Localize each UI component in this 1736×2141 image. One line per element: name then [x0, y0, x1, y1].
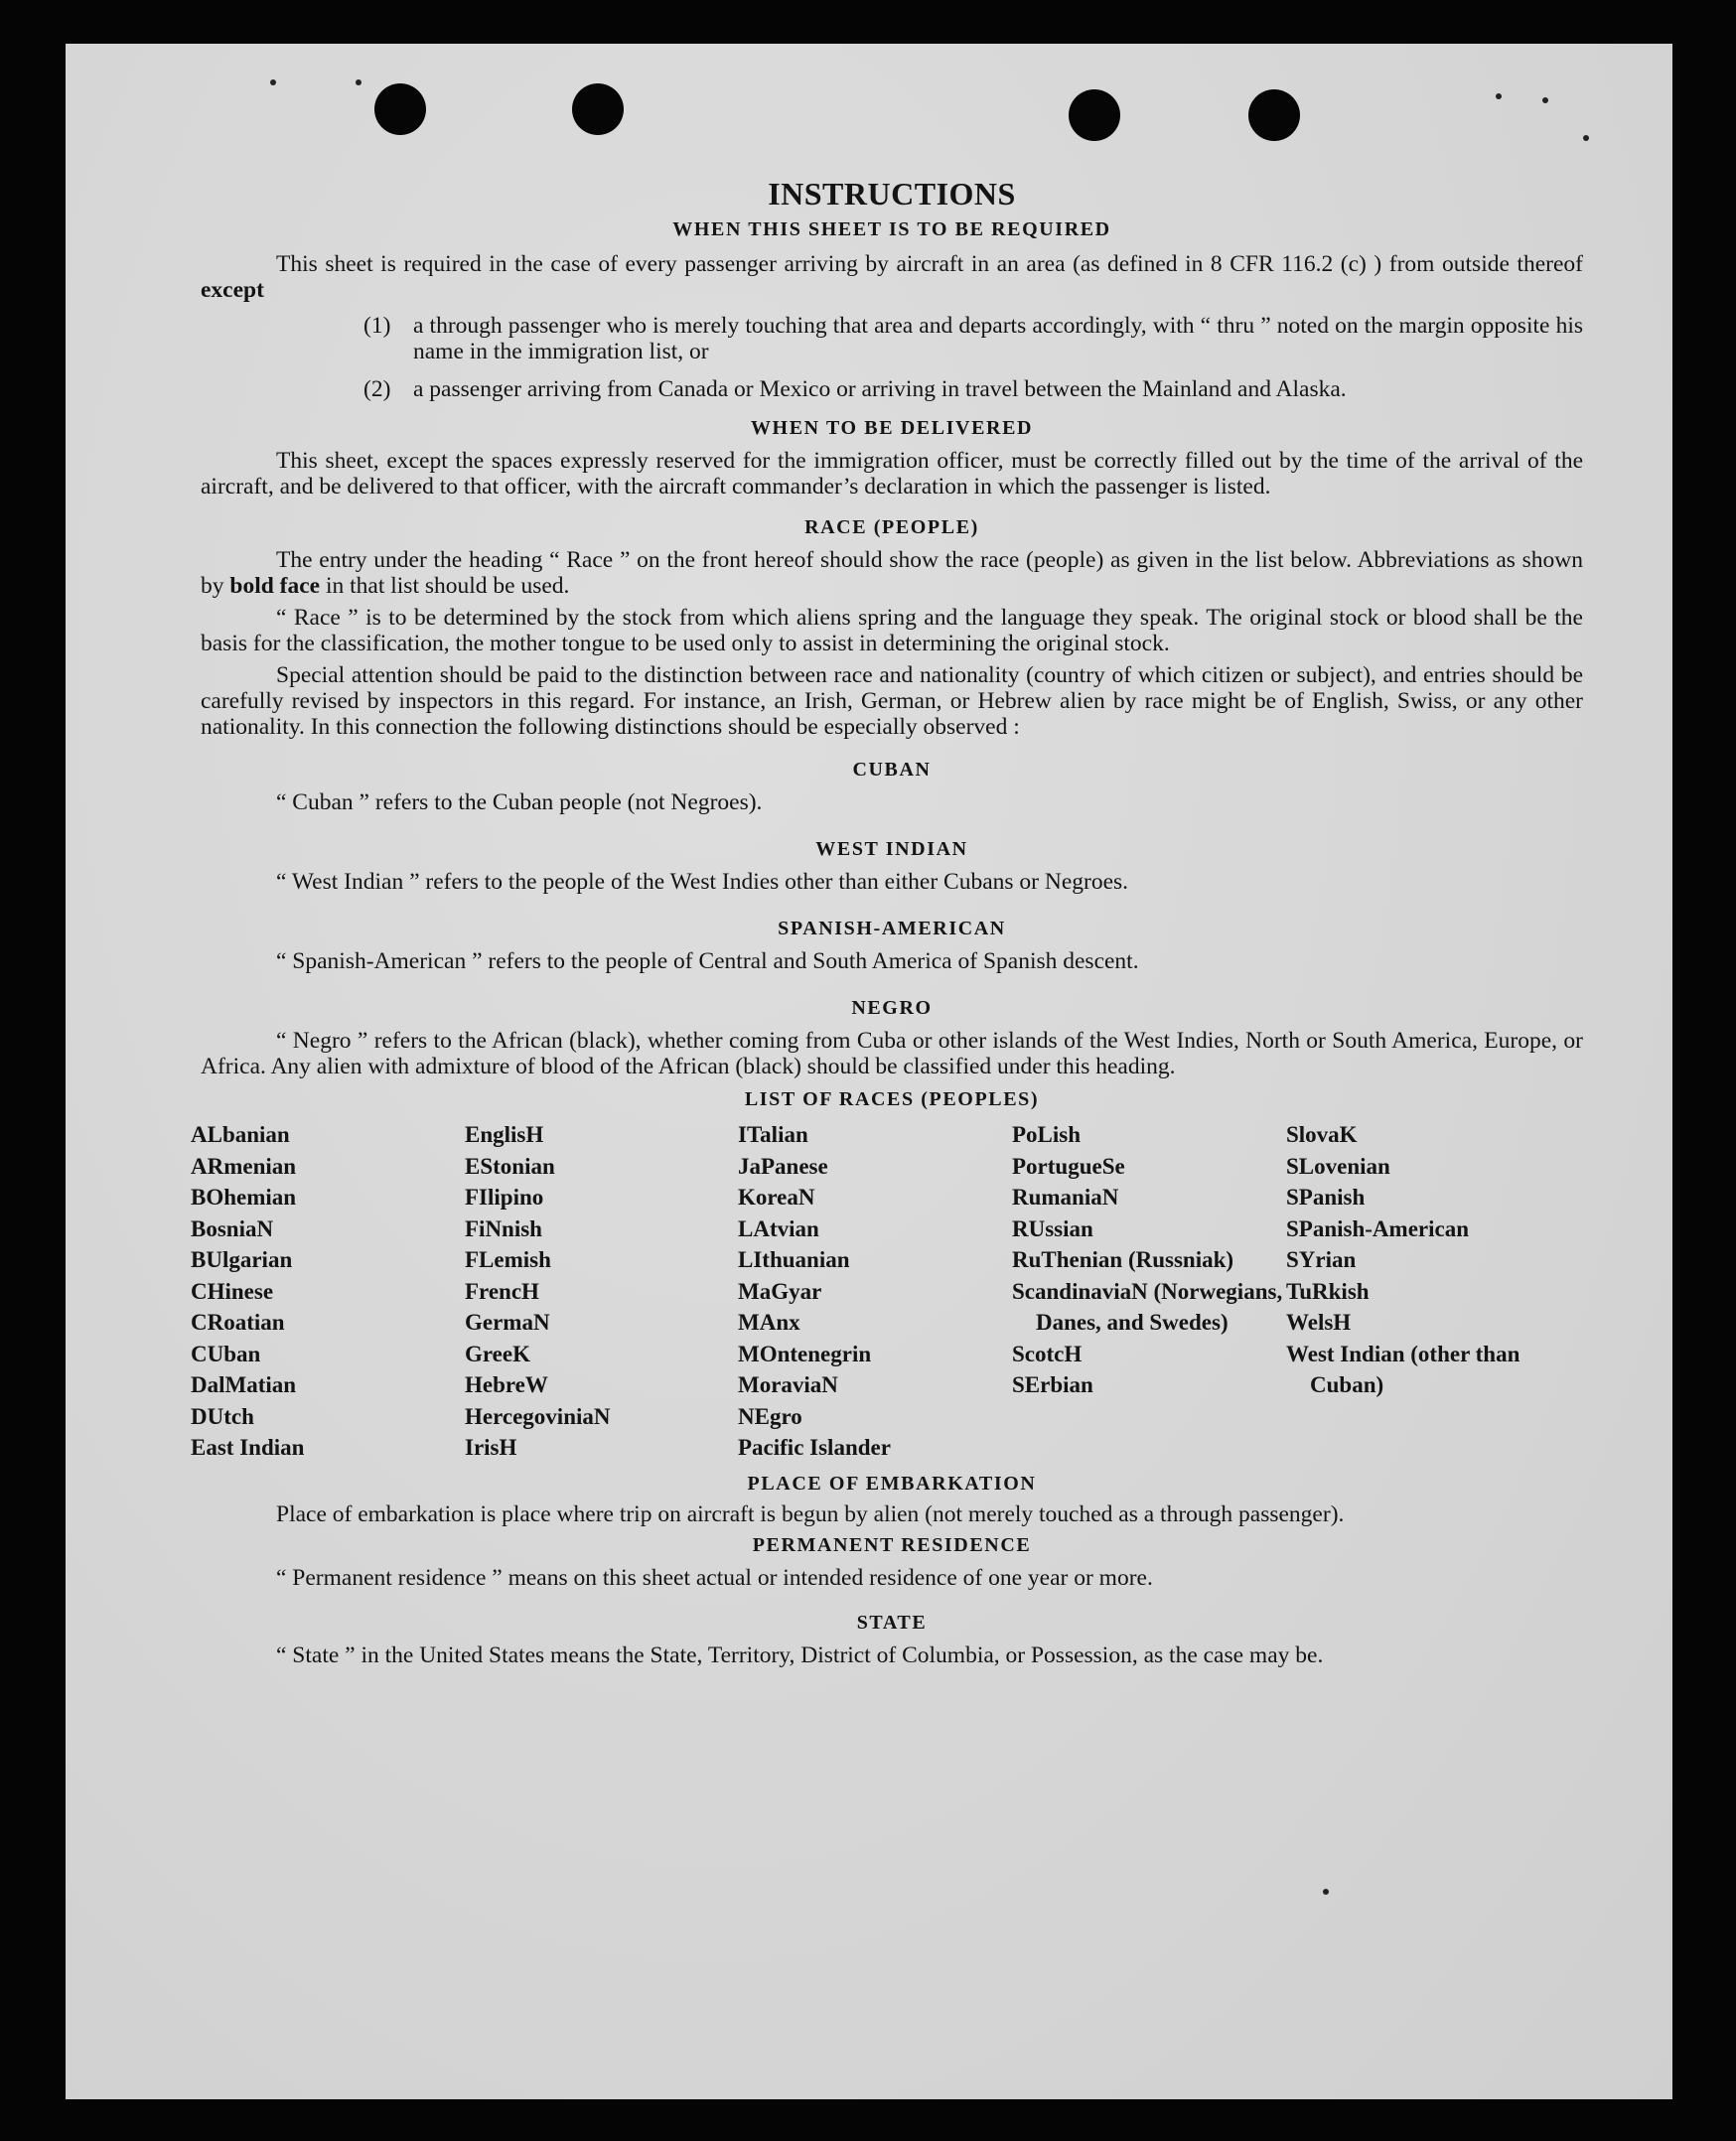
- race-item: CRoatian: [191, 1310, 285, 1335]
- race-item: JaPanese: [738, 1153, 828, 1179]
- race-item: EnglisH: [465, 1122, 544, 1147]
- race-item: BosniaN: [191, 1215, 274, 1241]
- race-item: HebreW: [465, 1372, 548, 1397]
- heading-list-of-races: LIST OF RACES (PEOPLES): [744, 1088, 1040, 1110]
- race-item: GermaN: [465, 1310, 550, 1335]
- race-list: [191, 1119, 1583, 1464]
- race-item: KoreaN: [738, 1185, 815, 1210]
- race-item: WelsH: [1286, 1310, 1352, 1335]
- exceptions-list: [363, 313, 1583, 402]
- race-item: DalMatian: [191, 1372, 297, 1397]
- race-item: FrencH: [465, 1278, 539, 1304]
- punch-hole-4: [1248, 89, 1300, 141]
- heading-cuban: CUBAN: [852, 759, 932, 781]
- exception-text: a passenger arriving from Canada or Mexico or arriving in travel between the Mainland and Alaska.: [413, 376, 1347, 402]
- race-item: Pacific Islander: [738, 1435, 891, 1460]
- race-item: TuRkish: [1286, 1278, 1370, 1304]
- speck-1: [270, 79, 276, 85]
- speck-2: [356, 79, 362, 85]
- race-item: ARmenian: [191, 1153, 297, 1179]
- race-item: SErbian: [1012, 1372, 1093, 1397]
- race-item: SlovaK: [1286, 1122, 1358, 1147]
- punch-hole-2: [572, 83, 624, 135]
- race-item: IrisH: [465, 1435, 517, 1460]
- race-item: MaGyar: [738, 1278, 822, 1304]
- race-item: West Indian (other than Cuban): [1286, 1341, 1520, 1397]
- negro-text: “ Negro ” refers to the African (black), whether coming from Cuba or other islands of the West Indies, North or South America, Europe, or Africa. Any alien with admixture of blood of the African (black) should be classified under this heading.: [201, 1028, 1583, 1079]
- race-item: ITalian: [738, 1122, 808, 1147]
- race-column: [1286, 1119, 1574, 1464]
- speck-5: [1583, 135, 1589, 141]
- race-item: SPanish-American: [1286, 1215, 1469, 1241]
- punch-hole-3: [1069, 89, 1120, 141]
- state-text: “ State ” in the United States means the State, Territory, District of Columbia, or Possession, as the case may be.: [276, 1641, 1324, 1668]
- race-column: [465, 1119, 738, 1464]
- west-indian-text: “ West Indian ” refers to the people of the West Indies other than either Cubans or Negroes.: [276, 869, 1129, 895]
- heading-when-required: WHEN THIS SHEET IS TO BE REQUIRED: [672, 218, 1111, 240]
- race-item: ScandinaviaN (Norwegians, Danes, and Swedes): [1012, 1278, 1283, 1335]
- race-item: FLemish: [465, 1247, 551, 1272]
- spanish-american-text: “ Spanish-American ” refers to the people of Central and South America of Spanish descent.: [276, 948, 1139, 974]
- document-title: INSTRUCTIONS: [768, 176, 1016, 212]
- heading-spanish-american: SPANISH-AMERICAN: [778, 918, 1006, 939]
- race-item: PortugueSe: [1012, 1153, 1125, 1179]
- speck-3: [1496, 93, 1502, 99]
- race-item: MAnx: [738, 1310, 800, 1335]
- speck-4: [1542, 97, 1548, 103]
- race-item: ScotcH: [1012, 1341, 1083, 1366]
- instructions-content: [191, 176, 1583, 1674]
- race-item: BUlgarian: [191, 1247, 293, 1272]
- bold-face-text: bold face: [229, 573, 321, 599]
- race-item: BOhemian: [191, 1185, 297, 1210]
- place-of-embarkation-text: Place of embarkation is place where trip on aircraft is begun by alien (not merely touched as a through passenger).: [276, 1500, 1345, 1527]
- race-item: LIthuanian: [738, 1247, 850, 1272]
- heading-state: STATE: [856, 1611, 928, 1634]
- race-item: LAtvian: [738, 1215, 819, 1241]
- race-column: [191, 1119, 465, 1464]
- when-delivered-text: This sheet, except the spaces expressly reserved for the immigration officer, must be correctly filled out by the time of the arrival of the aircraft, and be delivered to that officer, with the aircraft commander’s declaration in which the passenger is listed.: [201, 448, 1583, 500]
- race-paragraph-2: “ Race ” is to be determined by the stock from which aliens spring and the language they speak. The original stock or blood shall be the basis for the classification, the mother tongue to be used only to assist in determining the original stock.: [201, 605, 1583, 656]
- race-item: RumaniaN: [1012, 1185, 1119, 1210]
- race-item: CHinese: [191, 1278, 274, 1304]
- document-sheet: [66, 44, 1672, 2099]
- race-item: HercegoviniaN: [465, 1403, 611, 1429]
- heading-race: RACE (PEOPLE): [804, 516, 979, 538]
- permanent-residence-text: “ Permanent residence ” means on this sheet actual or intended residence of one year or more.: [276, 1564, 1153, 1591]
- heading-place-of-embarkation: PLACE OF EMBARKATION: [747, 1472, 1037, 1495]
- race-item: East Indian: [191, 1435, 305, 1460]
- race-item: SLovenian: [1286, 1153, 1390, 1179]
- race-item: CUban: [191, 1341, 261, 1366]
- race-item: RUssian: [1012, 1215, 1093, 1241]
- cuban-text: “ Cuban ” refers to the Cuban people (not Negroes).: [276, 789, 763, 815]
- race-item: EStonian: [465, 1153, 555, 1179]
- exception-number: (1): [363, 313, 391, 339]
- exception-text: a through passenger who is merely touching that area and departs accordingly, with “ thru ” noted on the margin opposite his name in the immigration list, or: [413, 313, 1583, 364]
- race-item: ALbanian: [191, 1122, 290, 1147]
- heading-permanent-residence: PERMANENT RESIDENCE: [752, 1533, 1032, 1556]
- heading-west-indian: WEST INDIAN: [815, 838, 968, 860]
- race-item: MoraviaN: [738, 1372, 838, 1397]
- when-required-intro: This sheet is required in the case of every passenger arriving by aircraft in an area (as defined in 8 CFR 116.2 (c) ) from outside thereof except: [201, 251, 1583, 303]
- race-item: DUtch: [191, 1403, 254, 1429]
- race-item: FIlipino: [465, 1185, 544, 1210]
- exception-item: [363, 376, 1583, 402]
- race-item: NEgro: [738, 1403, 802, 1429]
- race-column: [1012, 1119, 1286, 1464]
- race-item: RuThenian (Russniak): [1012, 1247, 1234, 1272]
- race-paragraph-3: Special attention should be paid to the distinction between race and nationality (country of which citizen or subject), and entries should be carefully revised by inspectors in this regard. For instance, an Irish, German, or Hebrew alien by race might be of English, Swiss, or any other nationality. In this connection the following distinctions should be especially observed :: [201, 662, 1583, 740]
- race-item: GreeK: [465, 1341, 530, 1366]
- exception-number: (2): [363, 376, 391, 402]
- race-item: FiNnish: [465, 1215, 542, 1241]
- race-paragraph-1: The entry under the heading “ Race ” on the front hereof should show the race (people) as given in the list below. Abbreviations as shown by bold face in that list should be used.: [201, 547, 1583, 599]
- race-item: SPanish: [1286, 1185, 1366, 1210]
- race-item: MOntenegrin: [738, 1341, 872, 1366]
- exception-item: [363, 313, 1583, 364]
- race-item: SYrian: [1286, 1247, 1357, 1272]
- punch-hole-1: [374, 83, 426, 135]
- except-bold: except: [201, 277, 264, 303]
- heading-when-delivered: WHEN TO BE DELIVERED: [750, 417, 1034, 439]
- race-column: [738, 1119, 1012, 1464]
- race-item: PoLish: [1012, 1122, 1082, 1147]
- speck-6: [1323, 1889, 1329, 1895]
- heading-negro: NEGRO: [851, 997, 933, 1019]
